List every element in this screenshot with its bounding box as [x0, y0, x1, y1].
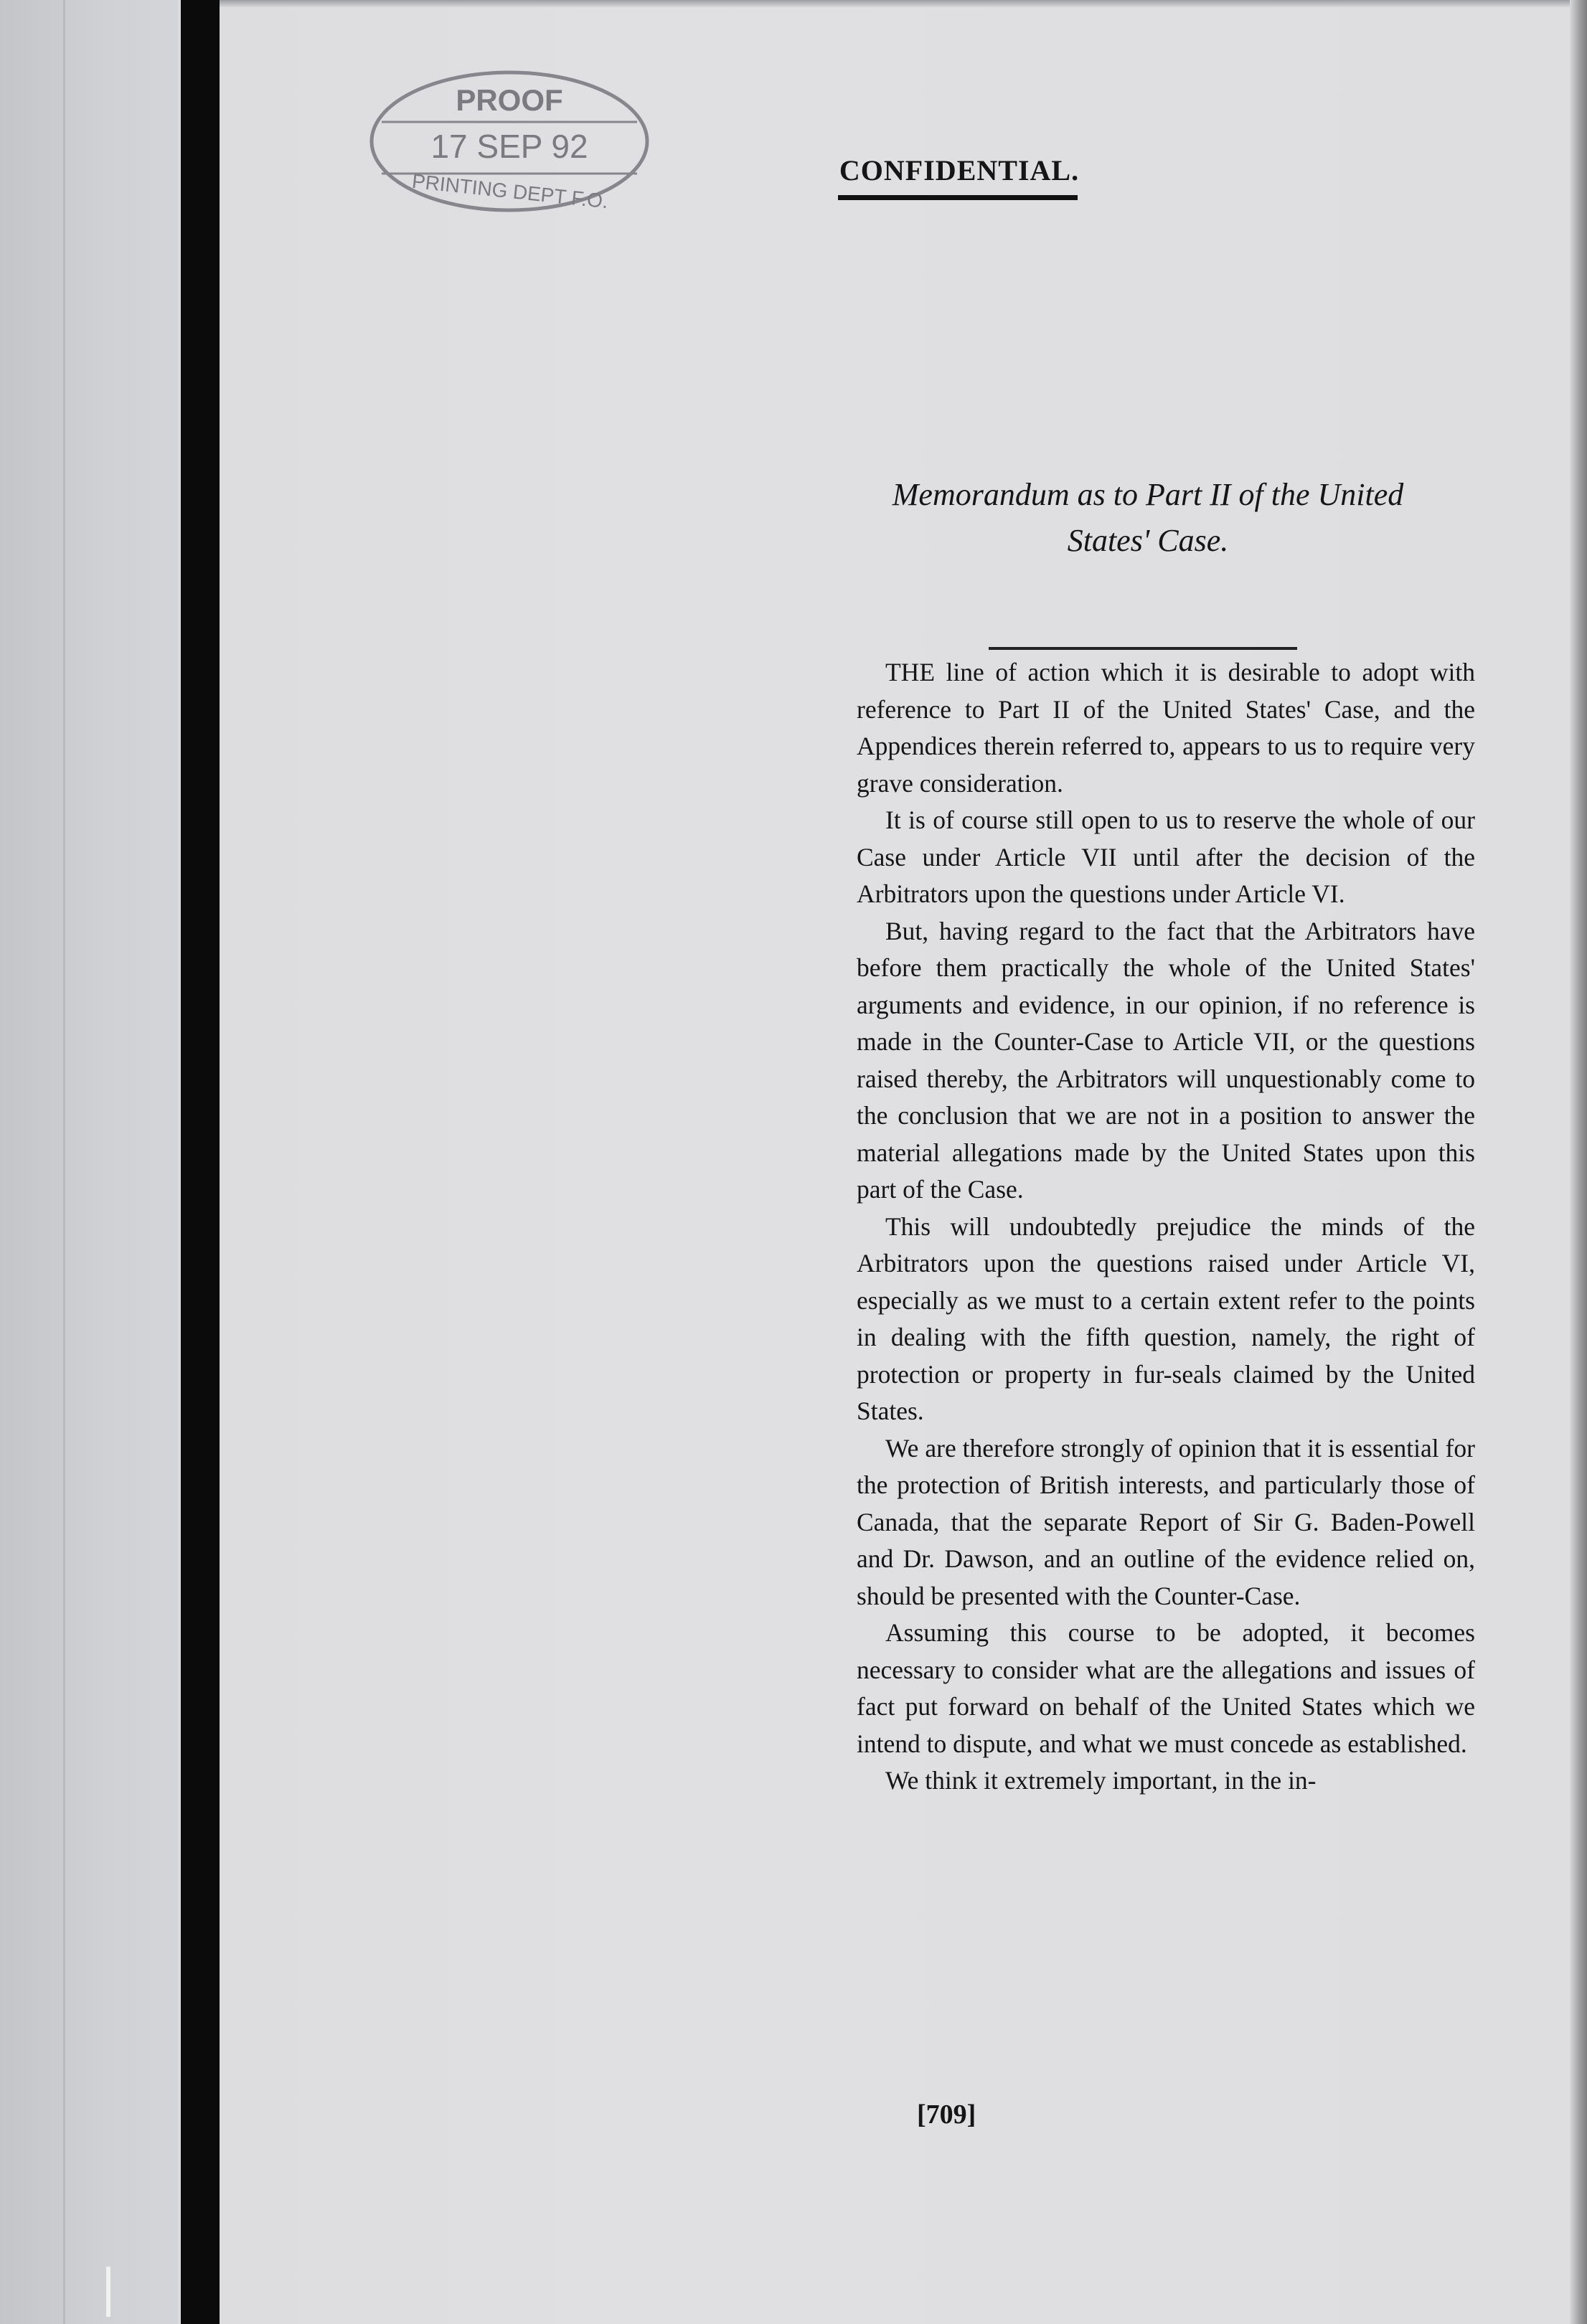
binding-edge [181, 0, 220, 2324]
proof-stamp-seal-icon [366, 66, 653, 217]
stamp-dept-text: PRINTING DEPT F.O. [410, 169, 610, 213]
paragraph: THE line of action which it is desirable to adopt with reference to Part II of the United States' Case, and the Appendices therein referred to, appears to us to require very grave consideration. [857, 658, 1475, 798]
paragraph: Assuming this course to be adopted, it becomes necessary to consider what are the allegations and issues of fact put forward on behalf of the United States which we intend to dispute, and what we must concede as established. [857, 1618, 1475, 1758]
paragraph: It is of course still open to us to reserve the whole of our Case under Article VII until after the decision of the Arbitrators upon the questions under Article VI. [857, 806, 1475, 908]
title-line-1: Memorandum as to Part II of the United [892, 477, 1404, 512]
memorandum-title [825, 472, 1471, 564]
paragraph: But, having regard to the fact that the Arbitrators have before them practically the whole of the United States' arguments and evidence, in our opinion, if no reference is made in the Counter-Case to Article VII, or the questions raised thereby, the Arbitrators will unquestionably come to the conclusion that we are not in a position to answer the material allegations made by the United States upon this part of the Case. [857, 916, 1475, 1204]
title-rule [989, 647, 1297, 650]
paragraph: We think it extremely important, in the in- [885, 1766, 1317, 1795]
margin-fold-line [63, 0, 65, 2324]
paragraph: We are therefore strongly of opinion that it is essential for the protection of British interests, and particularly those of Canada, that the separate Report of Sir G. Baden-Powell and Dr. Dawson, and an outline of the evidence relied on, should be presented with the Counter-Case. [857, 1433, 1475, 1610]
confidential-underline [838, 195, 1078, 200]
title-line-2: States' Case. [1067, 523, 1229, 558]
scan-artifact [106, 2267, 110, 2317]
memorandum-body [857, 654, 1475, 1800]
top-page-edge [220, 0, 1570, 7]
right-page-edge [1570, 0, 1587, 2324]
paragraph: This will undoubtedly prejudice the minds of the Arbitrators upon the questions raised under Article VI, especially as we must to a certain extent refer to the points in dealing with the fifth question, namely, the right of protection or property in fur-seals claimed by the United States. [857, 1211, 1475, 1425]
proof-stamp [366, 66, 653, 217]
stamp-proof-text: PROOF [456, 83, 563, 117]
page-number: [709] [917, 2099, 976, 2130]
stamp-date-text: 17 SEP 92 [430, 128, 588, 165]
confidential-heading: CONFIDENTIAL. [839, 154, 1080, 186]
left-margin [0, 0, 178, 2324]
